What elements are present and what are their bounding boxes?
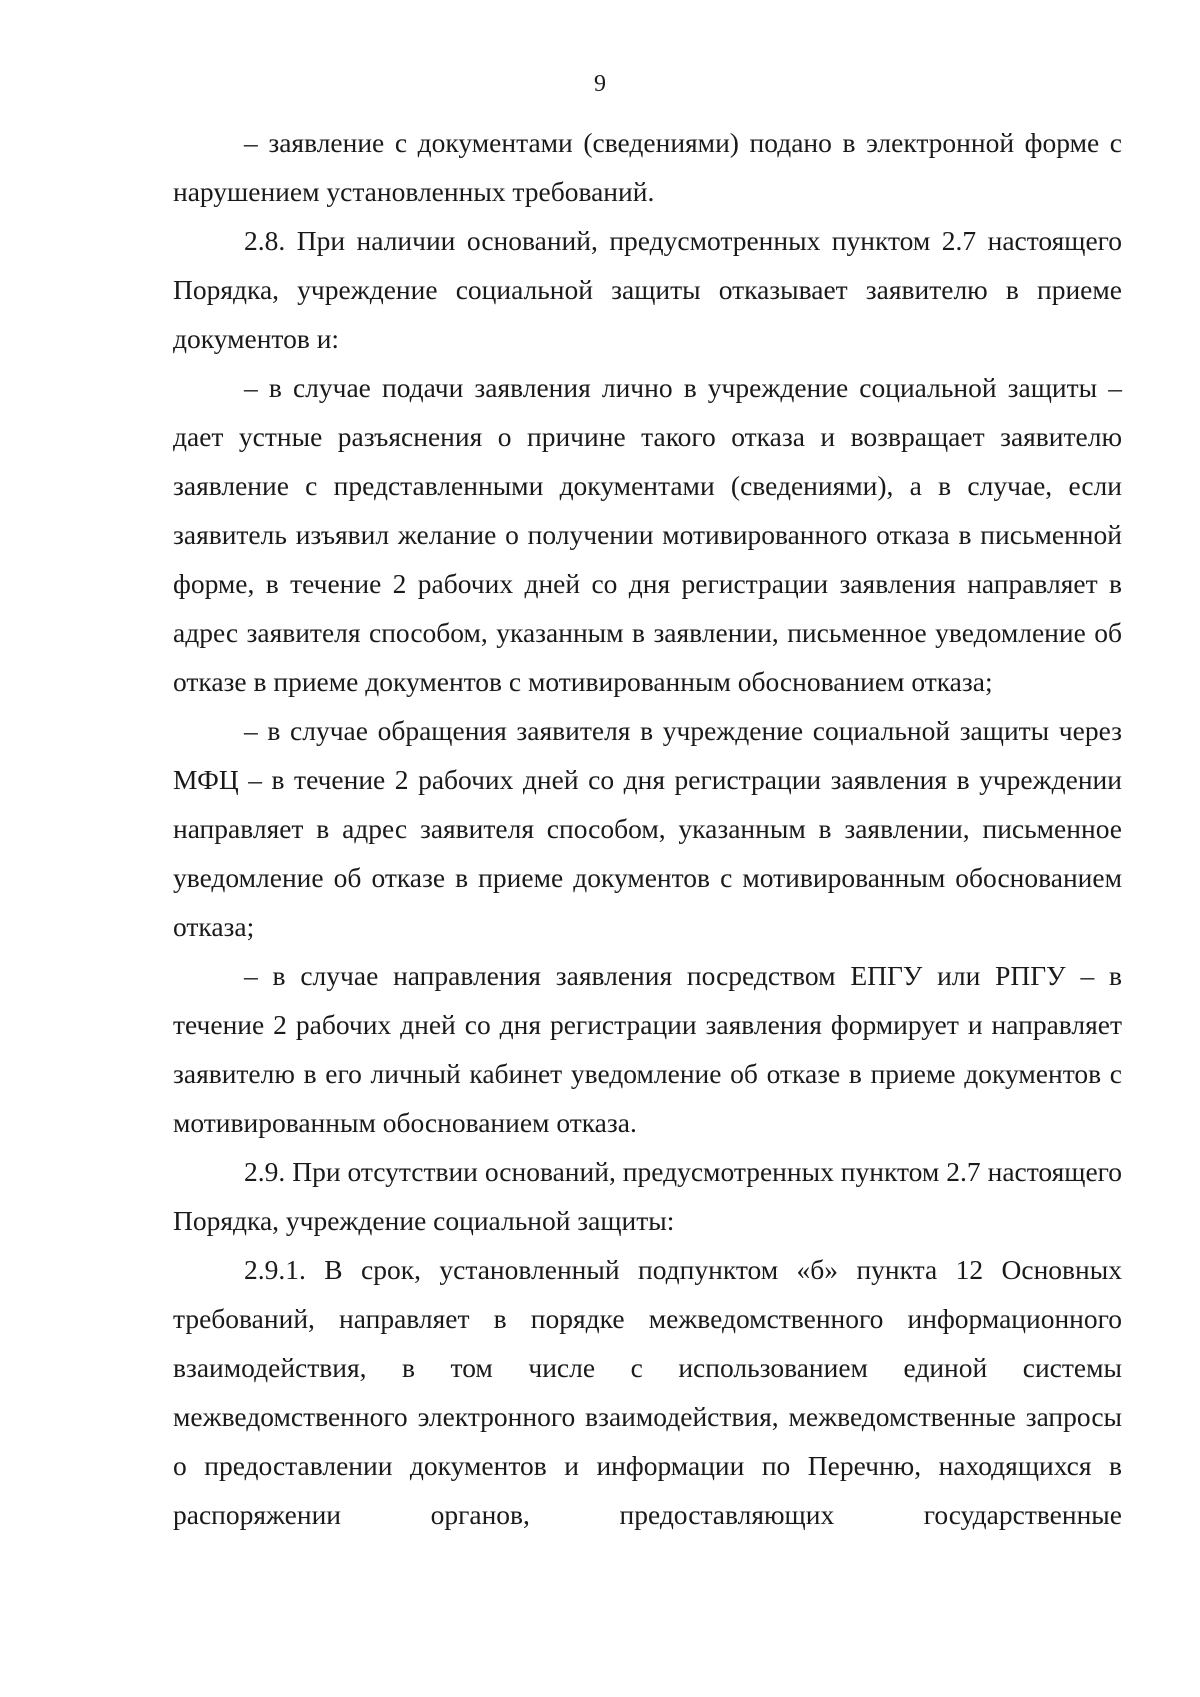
paragraph-2-9-1: 2.9.1. В срок, установленный подпунктом «б» пункта 12 Основных требований, направляет в порядке межведомственного информационного взаимодействия, в том числе с использованием единой системы межведомственного электронного взаимодействия, межведомственные запросы о предоставлении документов и информации по Перечню, находящихся в распоряжении органов, предоставляющих государственные xyxy=(173,1254,1122,1530)
paragraph-2-8: 2.8. При наличии оснований, предусмотренных пунктом 2.7 настоящего Порядка, учреждение социальной защиты отказывает заявителю в приеме документов и: xyxy=(173,225,1122,354)
document-body xyxy=(173,118,1122,1539)
page-number: 9 xyxy=(594,71,606,97)
paragraph-in-person-refusal: – в случае подачи заявления лично в учреждение социальной защиты – дает устные разъяснения о причине такого отказа и возвращает заявителю заявление с представленными документами (сведениями), а в случае, если заявитель изъявил желание о получении мотивированного отказа в письменной форме, в течение 2 рабочих дней со дня регистрации заявления направляет в адрес заявителя способом, указанным в заявлении, письменное уведомление об отказе в приеме документов с мотивированным обоснованием отказа; xyxy=(173,372,1122,697)
paragraph-2-9: 2.9. При отсутствии оснований, предусмотренных пунктом 2.7 настоящего Порядка, учреждение социальной защиты: xyxy=(173,1156,1122,1236)
paragraph-epgu-refusal: – в случае направления заявления посредством ЕПГУ или РПГУ – в течение 2 рабочих дней со дня регистрации заявления формирует и направляет заявителю в его личный кабинет уведомление об отказе в приеме документов с мотивированным обоснованием отказа. xyxy=(173,960,1122,1138)
paragraph-electronic-form-violation: – заявление с документами (сведениями) подано в электронной форме с нарушением установленных требований. xyxy=(173,127,1122,207)
paragraph-mfc-refusal: – в случае обращения заявителя в учреждение социальной защиты через МФЦ – в течение 2 рабочих дней со дня регистрации заявления в учреждении направляет в адрес заявителя способом, указанным в заявлении, письменное уведомление об отказе в приеме документов с мотивированным обоснованием отказа; xyxy=(173,715,1122,942)
